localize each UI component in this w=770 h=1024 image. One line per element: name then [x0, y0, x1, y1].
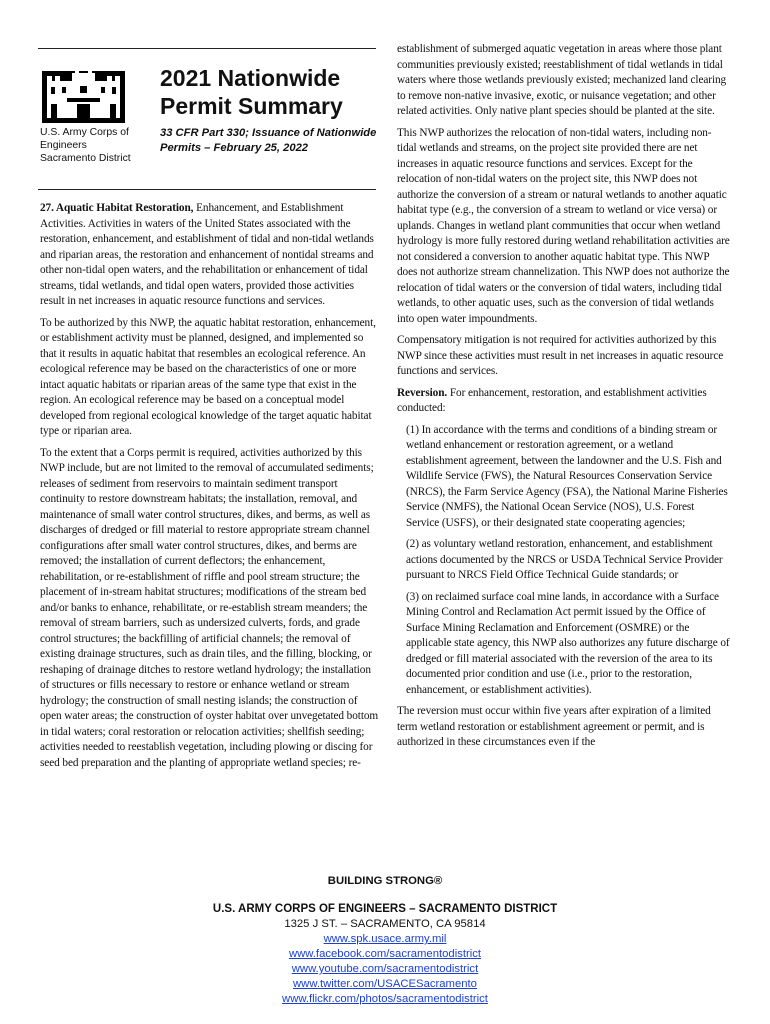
- website-link[interactable]: www.spk.usace.army.mil: [323, 933, 447, 945]
- reversion-paragraph: [397, 386, 730, 417]
- reversion-heading: Reversion.: [397, 386, 448, 399]
- continued-activities-paragraph: establishment of submerged aquatic vegetation in areas where those plant communities previously existed; reestablishment of tidal wetlands in tidal waters where those wetlands previously existed; mechanized land clearing to remove non-native invasive, exotic, or nuisance vegetation; and other related activities. Only native plant species should be planted at the site.: [397, 43, 727, 117]
- agency-line-1: U.S. Army Corps of: [40, 127, 129, 138]
- page-title: [160, 64, 380, 120]
- header-bottom-rule: [38, 189, 376, 190]
- left-column: [40, 201, 380, 777]
- ecological-reference-paragraph: To be authorized by this NWP, the aquatic habitat restoration, enhancement, or establishment activity must be planned, designed, and implemented so that it results in aquatic habitat that resembles an ecological reference. An ecological reference may be based on the characteristics of one or more intact aquatic habitats or riparian areas of the same type that exist in the region. An ecological reference may be based on a conceptual model developed from regional ecological knowledge of the target aquatic habitat type or riparian area.: [40, 316, 376, 437]
- district-address: 1325 J ST. – SACRAMENTO, CA 95814: [284, 918, 486, 930]
- compensatory-mitigation-paragraph: Compensatory mitigation is not required for activities authorized by this NWP since these activities must result in net increases in aquatic resource functions and services.: [397, 334, 724, 377]
- header-top-rule: [38, 48, 376, 49]
- nwp27-heading: 27. Aquatic Habitat Restoration,: [40, 202, 194, 214]
- nwp27-intro-paragraph: [40, 201, 380, 310]
- authorized-activities-paragraph: To the extent that a Corps permit is required, activities authorized by this NWP include, but are not limited to the removal of accumulated sediments; releases of sediment from reservoirs to maintain sediment transport continuity to restore downstream habitats; the installation, removal, and maintenance of small water control structures, dikes, and berms, as well as discharges of dredged or fill material to restore appropriate stream channel configurations after small water control structures, dikes, and berms are removed; the installation of current deflectors; the enhancement, rehabilitation, or re-establishment of riffle and pool stream structure; the placement of in-stream habitat structures; modifications of the stream bed and/or banks to enhance, rehabilitate, or re-establish stream meanders; the removal of stream barriers, such as undersized culverts, fords, and grade control structures; the backfilling of artificial channels; the removal of existing drainage structures, such as drain tiles, and the filling, blocking, or reshaping of drainage ditches to restore wetland hydrology; the installation of structures or fills necessary to restore or enhance wetland or stream hydrology; the construction of small nesting islands; the construction of open water areas; the construction of oyster habitat over unvegetated bottom in tidal waters; coral restoration or relocation activities; shellfish seeding; activities needed to reestablish vegetation, including plowing or discing for seed bed preparation and the planting of appropriate wetland species; re-: [40, 446, 379, 769]
- title-line-2: Permit Summary: [160, 93, 343, 119]
- usace-castle-logo: [42, 71, 125, 123]
- building-strong-tagline: BUILDING STRONG®: [327, 875, 443, 887]
- nwp27-intro-text: Enhancement, and Establishment Activities. Activities in waters of the United States associated with the restoration, enhancement, and establishment of tidal and non-tidal wetlands and riparian areas, the restoration and enhancement of nontidal streams and other non-tidal open waters, and the rehabilitation or enhancement of tidal streams, tidal wetlands, and tidal open waters, provided those activities result in net increases in aquatic resource functions and services.: [40, 202, 374, 307]
- facebook-link[interactable]: www.facebook.com/sacramentodistrict: [288, 948, 482, 960]
- agency-line-2: Engineers: [40, 140, 87, 151]
- corps-district-name: U.S. ARMY CORPS OF ENGINEERS – SACRAMENTO DISTRICT: [212, 903, 558, 915]
- page-footer: [0, 874, 770, 1007]
- reversion-item-2: (2) as voluntary wetland restoration, enhancement, and establishment actions documented by the NRCS or USDA Technical Service Provider pursuant to NRCS Field Office Technical Guide standards; or: [406, 538, 723, 581]
- reversion-timing-paragraph: The reversion must occur within five years after expiration of a limited term wetland restoration or establishment agreement or permit, and is authorized in these circumstances even if the: [397, 705, 711, 748]
- right-column: [397, 42, 730, 757]
- page-subtitle: 33 CFR Part 330; Issuance of Nationwide Permits – February 25, 2022: [160, 127, 377, 154]
- relocation-paragraph: This NWP authorizes the relocation of non-tidal waters, including non-tidal wetlands and streams, on the project site provided there are net increases in aquatic resource functions and services. Except for the relocation of non-tidal waters on the project site, this NWP does not authorize the conversion of a stream or natural wetlands to another aquatic habitat type (e.g., the conversion of a stream to wetland or vice versa) or uplands. Changes in wetland plant communities that occur when wetland hydrology is more fully restored during wetland rehabilitation activities are not considered a conversion to another aquatic habitat type. This NWP does not authorize stream channelization. This NWP does not authorize the relocation of tidal waters or the conversion of tidal waters, including tidal wetlands, to other aquatic uses, such as the conversion of tidal wetlands into open water impoundments.: [397, 126, 730, 325]
- reversion-item-1: (1) In accordance with the terms and conditions of a binding stream or wetland enhancement or restoration agreement, or a wetland establishment agreement, between the landowner and the U.S. Fish and Wildlife Service (FWS), the Natural Resources Conservation Service (NRCS), the Farm Service Agency (FSA), the National Marine Fisheries Service (NMFS), the National Ocean Service (NOS), U.S. Forest Service (USFS), or their designated state cooperating agencies;: [406, 423, 728, 529]
- twitter-link[interactable]: www.twitter.com/USACESacramento: [293, 978, 477, 990]
- agency-line-3: Sacramento District: [40, 153, 131, 164]
- reversion-intro-text: For enhancement, restoration, and establishment activities conducted:: [397, 386, 707, 414]
- agency-name: [40, 126, 160, 165]
- title-line-1: 2021 Nationwide: [160, 65, 341, 91]
- reversion-item-3: (3) on reclaimed surface coal mine lands, in accordance with a Surface Mining Control and Reclamation Act permit issued by the Office of Surface Mining Reclamation and Enforcement (OSMRE) or the applicable state agency, this NWP also authorizes any future discharge of dredged or fill material associated with the reversion of the area to its documented prior condition and use (i.e., prior to the restoration, enhancement, or establishment activities).: [406, 590, 730, 696]
- youtube-link[interactable]: www.youtube.com/sacramentodistrict: [291, 963, 479, 975]
- flickr-link[interactable]: www.flickr.com/photos/sacramentodistrict: [282, 993, 488, 1005]
